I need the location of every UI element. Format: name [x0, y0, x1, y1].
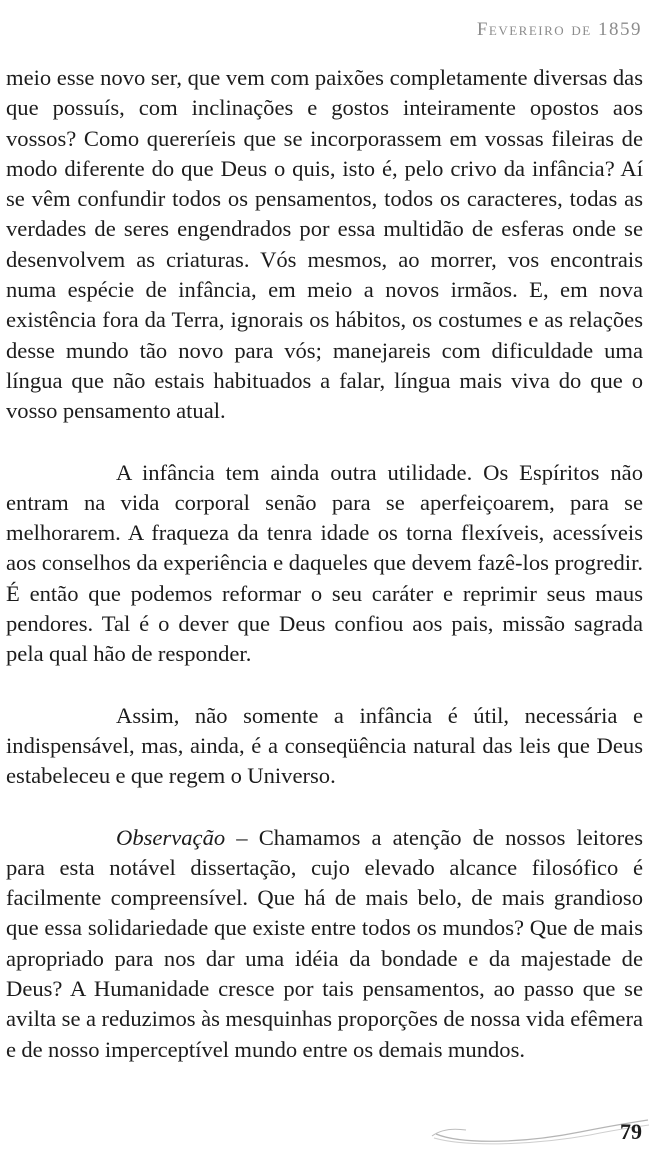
- observation-text: – Chamamos a atenção de nossos leitores para esta notável dissertação, cujo elevado alcance filosófico é facilmente compreensível. Que há de mais belo, de mais grandioso que essa solidariedade que existe entre todos os mundos? Que de mais apropriado para nos dar uma idéia da bondade e da majestade de Deus? A Humanidade cresce por tais pensamentos, ao passo que se avilta se a reduzimos às mesquinhas proporções de nossa vida efêmera e de nosso imperceptível mundo entre os demais mundos.: [6, 824, 643, 1062]
- observation-label: Observação: [116, 824, 226, 850]
- footer-swoosh-ornament: [430, 1108, 650, 1148]
- paragraph-3: Assim, não somente a infância é útil, necessária e indispensável, mas, ainda, é a conseqüência natural das leis que Deus estabeleceu e que regem o Universo.: [6, 702, 643, 789]
- paragraph-observacao: [6, 823, 643, 1065]
- running-header: Fevereiro de 1859: [476, 19, 642, 40]
- page-body: [6, 63, 643, 1065]
- paragraph-1: meio esse novo ser, que vem com paixões completamente diversas das que possuís, com inclinações e gostos inteiramente opostos aos vossos? Como quereríeis que se incorporassem em vossas fileiras de modo diferente do que Deus o quis, isto é, pelo crivo da infância? Aí se vêm confundir todos os pensamentos, todos os caracteres, todas as verdades de seres engendrados por essa multidão de esferas onde se desenvolvem as criaturas. Vós mesmos, ao morrer, vos encontrais numa espécie de infância, em meio a novos irmãos. E, em nova existência fora da Terra, ignorais os hábitos, os costumes e as relações desse mundo tão novo para vós; manejareis com dificuldade uma língua que não estais habituados a falar, língua mais viva do que o vosso pensamento atual.: [6, 65, 643, 424]
- page-number: 79: [620, 1119, 642, 1144]
- paragraph-2: A infância tem ainda outra utilidade. Os Espíritos não entram na vida corporal senão para se aperfeiçoarem, para se melhorarem. A fraqueza da tenra idade os torna flexíveis, acessíveis aos conselhos da experiência e daqueles que devem fazê-los progredir. É então que podemos reformar o seu caráter e reprimir seus maus pendores. Tal é o dever que Deus confiou aos pais, missão sagrada pela qual hão de responder.: [6, 459, 643, 667]
